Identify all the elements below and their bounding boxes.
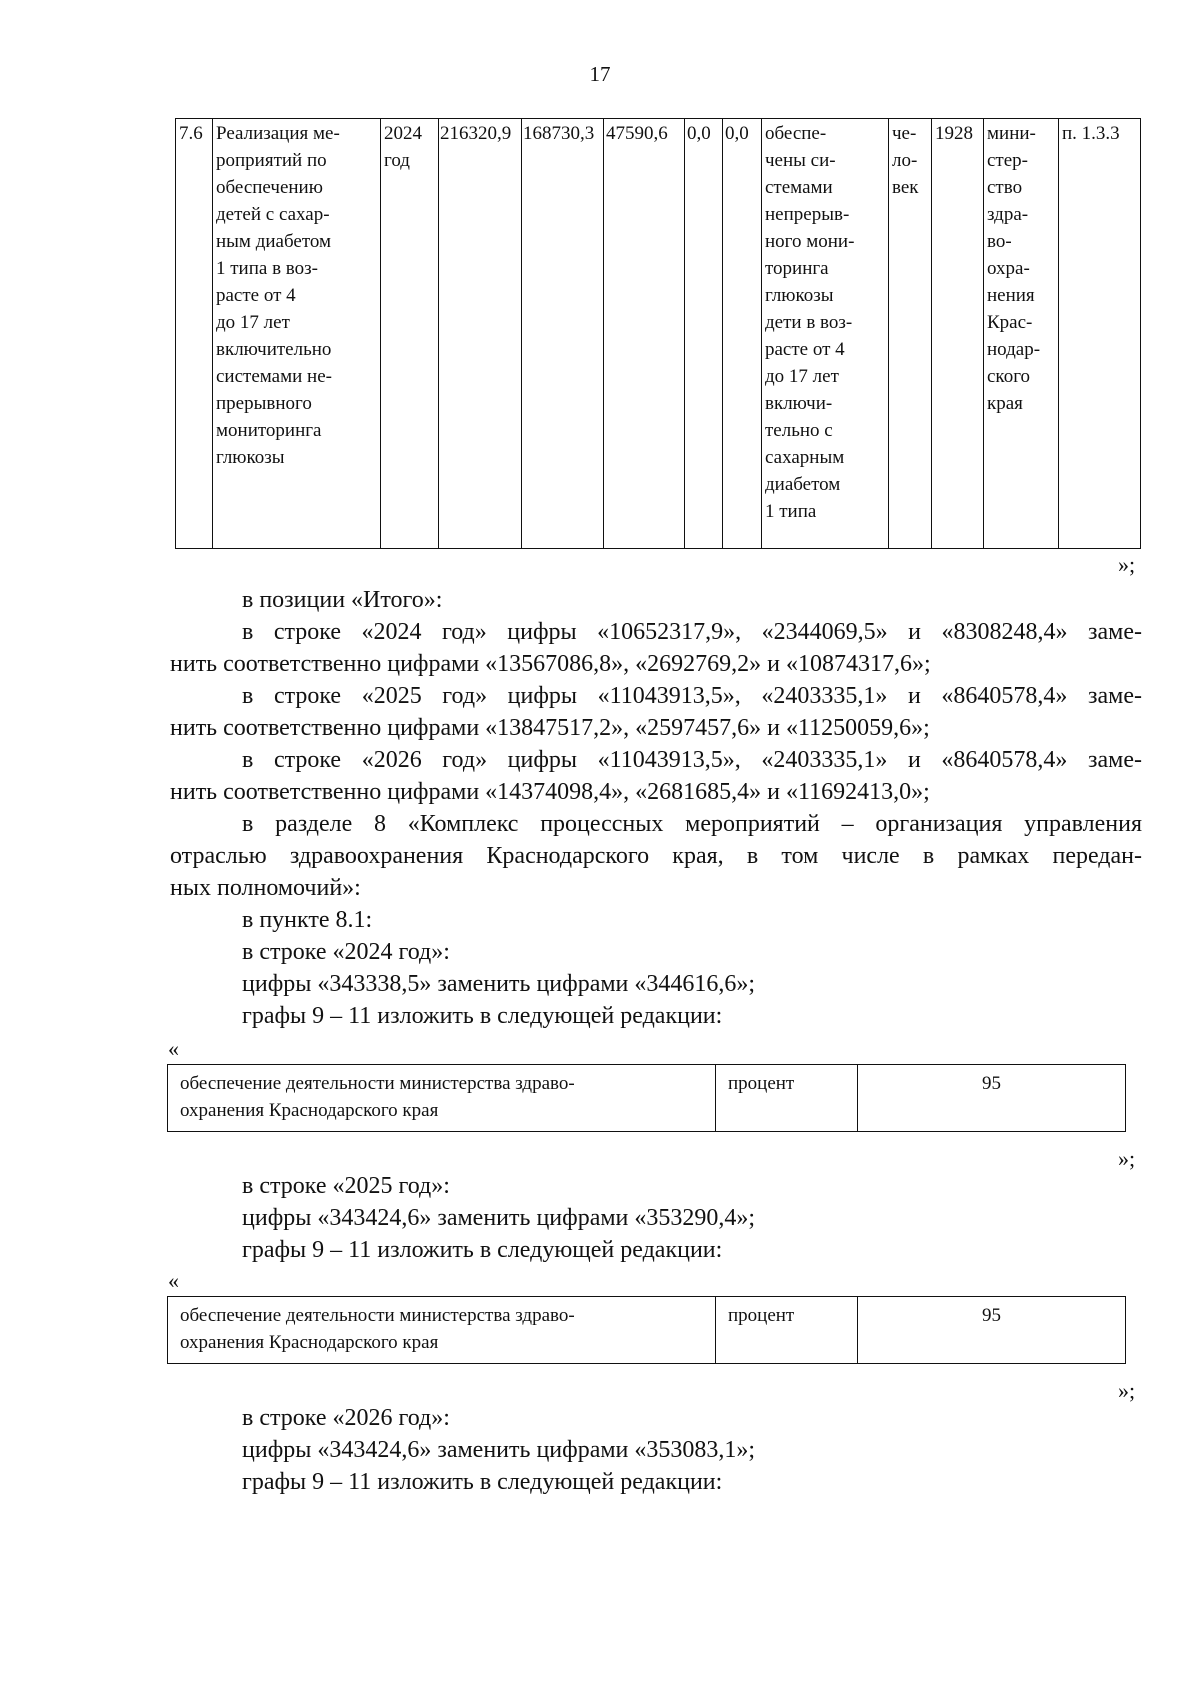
closing-quote: »; xyxy=(1118,552,1136,577)
activity-description: обеспечение деятельности министерства здраво- охранения Краснодарского края xyxy=(168,1297,716,1364)
paragraph: в строке «2024 год»: xyxy=(242,939,450,965)
amount-4: 0,0 xyxy=(723,119,762,549)
unit-cell: процент xyxy=(716,1065,858,1132)
opening-quote: « xyxy=(168,1268,179,1293)
paragraph: нить соответственно цифрами «14374098,4», «2681685,4» и «11692413,0»; xyxy=(170,779,930,805)
executor-cell: мини- стер- ство здра- во- охра- нения Крас- нодар- ского края xyxy=(984,119,1059,549)
paragraph: графы 9 – 11 изложить в следующей редакции: xyxy=(242,1469,723,1495)
paragraph: в строке «2026 год»: xyxy=(242,1405,450,1431)
reference-cell: п. 1.3.3 xyxy=(1059,119,1141,549)
amount-3: 0,0 xyxy=(685,119,723,549)
closing-quote: »; xyxy=(1118,1146,1136,1171)
paragraph: в позиции «Итого»: xyxy=(242,587,443,613)
table-row xyxy=(168,1065,1126,1132)
activity-description: обеспечение деятельности министерства здраво- охранения Краснодарского края xyxy=(168,1065,716,1132)
measures-table xyxy=(175,118,1141,549)
page-number: 17 xyxy=(589,62,611,86)
total-amount: 216320,9 xyxy=(439,119,522,549)
amount-1: 168730,3 xyxy=(522,119,604,549)
paragraph: в строке «2026 год» цифры «11043913,5», «2403335,1» и «8640578,4» заме- xyxy=(242,747,1142,773)
table-row xyxy=(176,119,1141,549)
unit-cell: че- ло- век xyxy=(889,119,932,549)
value-cell: 95 xyxy=(858,1297,1126,1364)
paragraph: в строке «2025 год»: xyxy=(242,1173,450,1199)
paragraph: в пункте 8.1: xyxy=(242,907,373,933)
paragraph: графы 9 – 11 изложить в следующей редакции: xyxy=(242,1003,723,1029)
paragraph: в разделе 8 «Комплекс процессных мероприятий – организация управления xyxy=(242,811,1142,837)
paragraph: в строке «2025 год» цифры «11043913,5», «2403335,1» и «8640578,4» заме- xyxy=(242,683,1142,709)
closing-quote: »; xyxy=(1118,1378,1136,1403)
unit-cell: процент xyxy=(716,1297,858,1364)
year-cell: 2024 год xyxy=(381,119,439,549)
paragraph: цифры «343424,6» заменить цифрами «353290,4»; xyxy=(242,1205,756,1231)
amount-2: 47590,6 xyxy=(604,119,685,549)
paragraph: цифры «343424,6» заменить цифрами «353083,1»; xyxy=(242,1437,756,1463)
paragraph: ных полномочий»: xyxy=(170,875,361,901)
replacement-table-2025 xyxy=(167,1296,1126,1364)
table-row xyxy=(168,1297,1126,1364)
paragraph: нить соответственно цифрами «13567086,8», «2692769,2» и «10874317,6»; xyxy=(170,651,931,677)
paragraph: нить соответственно цифрами «13847517,2», «2597457,6» и «11250059,6»; xyxy=(170,715,930,741)
value-cell: 95 xyxy=(858,1065,1126,1132)
measure-name: Реализация ме- роприятий по обеспечению детей с сахар- ным диабетом 1 типа в воз- расте от 4 до 17 лет включительно системами не- прерывного мониторинга глюкозы xyxy=(213,119,381,549)
replacement-table-2024 xyxy=(167,1064,1126,1132)
indicator-value: 1928 xyxy=(932,119,984,549)
result-description: обеспе- чены си- стемами непрерыв- ного мони- торинга глюкозы дети в воз- расте от 4 до 17 лет включи- тельно с сахарным диабетом 1 типа xyxy=(762,119,889,549)
opening-quote: « xyxy=(168,1036,179,1061)
row-number: 7.6 xyxy=(176,119,213,549)
paragraph: цифры «343338,5» заменить цифрами «344616,6»; xyxy=(242,971,756,997)
paragraph: отраслью здравоохранения Краснодарского края, в том числе в рамках передан- xyxy=(170,843,1142,869)
paragraph: в строке «2024 год» цифры «10652317,9», «2344069,5» и «8308248,4» заме- xyxy=(242,619,1142,645)
paragraph: графы 9 – 11 изложить в следующей редакции: xyxy=(242,1237,723,1263)
